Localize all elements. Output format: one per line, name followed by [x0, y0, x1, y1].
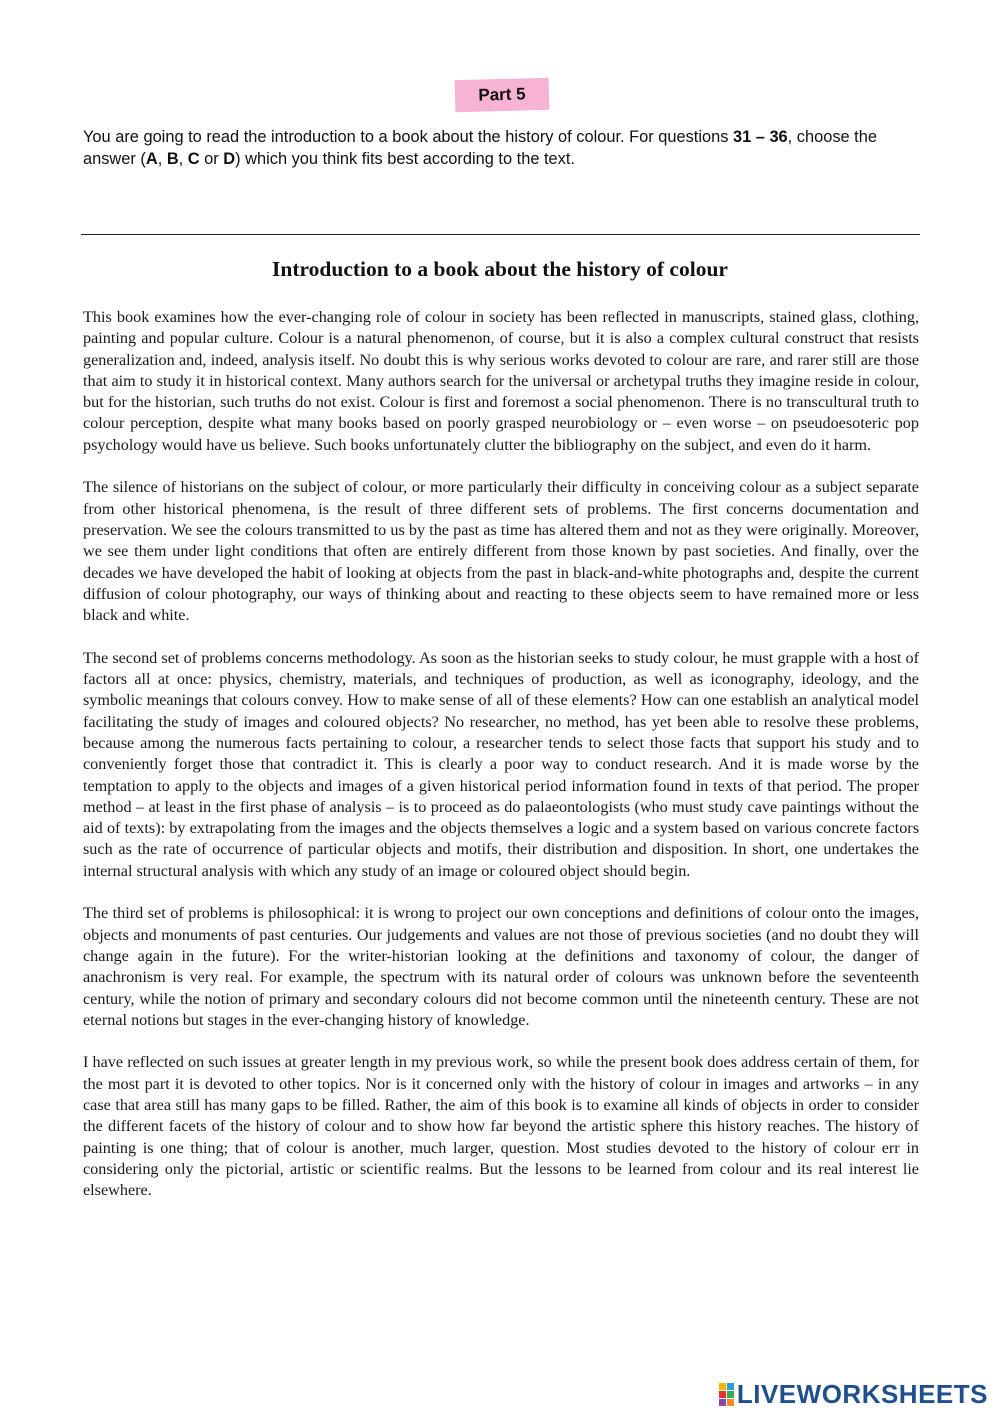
logo-square [719, 1399, 726, 1406]
logo-square [727, 1391, 734, 1398]
part-label: Part 5 [478, 84, 526, 105]
liveworksheets-logo [719, 1379, 988, 1410]
paragraph-4: The third set of problems is philosophical: it is wrong to project our own conceptions and definitions of colour onto the images, objects and monuments of past centuries. Our judgements and values are not those of previous societies (and no doubt they will change again in the future). For the writer-historian looking at the definitions and taxonomy of colour, the danger of anachronism is very real. For example, the spectrum with its natural order of colours was unknown before the seventeenth century, while the notion of primary and secondary colours did not become common until the nineteenth century. These are not eternal notions but stages in the ever-changing history of knowledge. [83, 904, 919, 1029]
paragraph-2: The silence of historians on the subject of colour, or more particularly their difficulty in conceiving colour as a subject separate from other historical phenomena, is the result of three different sets of problems. The first concerns documentation and preservation. We see the colours transmitted to us by the past as time has altered them and not as they were originally. Moreover, we see them under light conditions that often are entirely different from those known by past societies. And finally, over the decades we have developed the habit of looking at objects from the past in black-and-white photographs and, despite the current diffusion of colour photography, our ways of thinking about and reacting to these objects seem to have remained more or less black and white. [83, 478, 919, 625]
separator: , [178, 150, 188, 168]
logo-square [719, 1383, 726, 1390]
paragraph-5: I have reflected on such issues at greater length in my previous work, so while the present book does address certain of them, for the most part it is devoted to other topics. Nor is it concerned only with the history of colour in images and artworks – in any case that area still has many gaps to be filled. Rather, the aim of this book is to examine all kinds of objects in order to consider the different facets of the history of colour and to show how far beyond the artistic sphere this history reaches. The history of painting is one thing; that of colour is another, much larger, question. Most studies devoted to the history of colour err in considering only the pictorial, artistic or scientific realms. But the lessons to be learned from colour and its real interest lie elsewhere. [83, 1053, 919, 1200]
question-range: 31 – 36 [732, 128, 788, 146]
option-d: D [223, 150, 236, 168]
liveworksheets-logo-icon [719, 1383, 734, 1406]
paragraph-1: This book examines how the ever-changing role of colour in society has been reflected in manuscripts, stained glass, clothing, painting and popular culture. Colour is a natural phenomenon, of course, but it is also a complex cultural construct that resists generalization and, indeed, analysis itself. No doubt this is why serious works devoted to colour are rare, and rarer still are those that aim to study it in historical context. Many authors search for the universal or archetypal truths they imagine reside in colour, but for the historian, such truths do not exist. Colour is first and foremost a social phenomenon. There is no transcultural truth to colour perception, despite what many books based on poorly grasped neurobiology or – even worse – on pseudoesoteric pop psychology would have us believe. Such books unfortunately clutter the bibliography on the subject, and even do it harm. [83, 308, 919, 454]
option-c: C [187, 150, 200, 168]
horizontal-divider [81, 234, 920, 235]
instructions-text-3: ) which you think fits best according to the text. [235, 150, 575, 168]
part-label-badge [455, 78, 550, 112]
instructions [83, 126, 919, 170]
logo-square [727, 1383, 734, 1390]
instructions-text-1: You are going to read the introduction to a book about the history of colour. For questions [83, 128, 733, 146]
instructions-text-2: , choose the answer ( [83, 128, 877, 168]
or-word: or [199, 150, 224, 168]
option-b: B [166, 150, 179, 168]
logo-text: LIVEWORKSHEETS [736, 1379, 988, 1409]
logo-square [727, 1399, 734, 1406]
paragraph-3: The second set of problems concerns methodology. As soon as the historian seeks to study colour, he must grapple with a host of factors all at once: physics, chemistry, materials, and techniques of production, as well as iconography, ideology, and the symbolic meanings that colours convey. How to make sense of all of these elements? How can one establish an analytical model facilitating the study of images and coloured objects? No researcher, no method, has yet been able to resolve these problems, because among the numerous facts pertaining to colour, a researcher tends to select those facts that support his study and to conveniently forget those that contradict it. This is clearly a poor way to conduct research. And it is made worse by the temptation to apply to the objects and images of a given historical period information found in texts of that period. The proper method – at least in the first phase of analysis – is to proceed as do palaeontologists (who must study cave paintings without the aid of texts): by extrapolating from the images and the objects themselves a logic and a system based on various concrete factors such as the rate of occurrence of particular objects and motifs, their distribution and disposition. In short, one undertakes the internal structural analysis with which any study of an image or coloured object should begin. [83, 648, 919, 880]
separator: , [157, 150, 167, 168]
option-a: A [145, 150, 158, 168]
logo-square [719, 1391, 726, 1398]
article-title: Introduction to a book about the history of colour [272, 257, 728, 281]
article-body [83, 307, 919, 1223]
